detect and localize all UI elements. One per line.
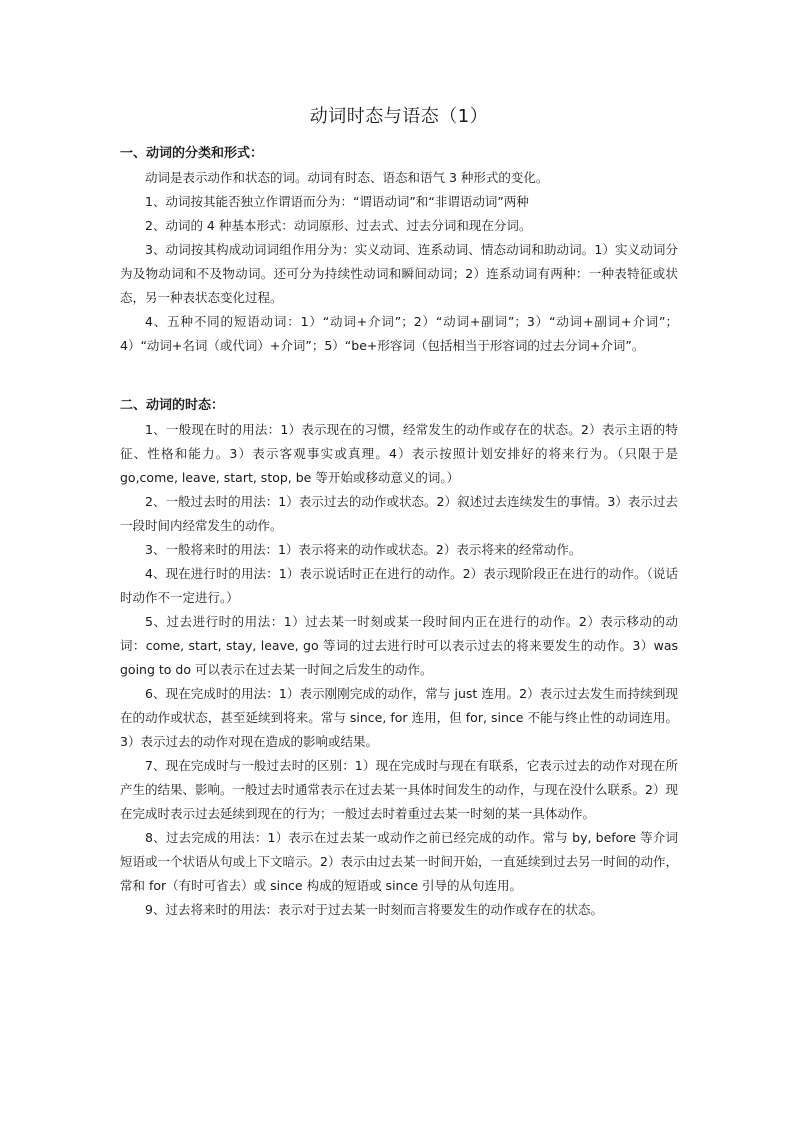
- paragraph: 4、现在进行时的用法：1）表示说话时正在进行的动作。2）表示现阶段正在进行的动作。（说话时动作不一定进行。）: [120, 566, 678, 605]
- paragraph: 3、一般将来时的用法：1）表示将来的动作或状态。2）表示将来的经常动作。: [145, 542, 582, 557]
- paragraph: 9、过去将来时的用法：表示对于过去某一时刻而言将要发生的动作或存在的状态。: [145, 902, 603, 917]
- paragraph: 动词是表示动作和状态的词。动词有时态、语态和语气 3 种形式的变化。: [145, 170, 549, 185]
- paragraph: 2、动词的 4 种基本形式：动词原形、过去式、过去分词和现在分词。: [145, 218, 532, 233]
- paragraph: 5、过去进行时的用法：1）过去某一时刻或某一段时间内正在进行的动作。2）表示移动的动词：come, start, stay, leave, go 等词的过去进行时可以表示过去的将来要发生的动作。3）was going to do 可以表示在过去某一时间之后发生的动作。: [120, 614, 678, 677]
- paragraph: 2、一般过去时的用法：1）表示过去的动作或状态。2）叙述过去连续发生的事情。3）表示过去一段时间内经常发生的动作。: [120, 494, 678, 533]
- section-verb-classification: [120, 142, 678, 358]
- paragraph: 6、现在完成时的用法：1）表示刚刚完成的动作，常与 just 连用。2）表示过去发生而持续到现在的动作或状态，甚至延续到将来。常与 since, for 连用，但 for, since 不能与终止性的动词连用。3）表示过去的动作对现在造成的影响或结果。: [120, 686, 678, 749]
- section-spacer: [120, 358, 678, 394]
- document-page: [120, 104, 678, 922]
- section-heading: 一、动词的分类和形式：: [120, 146, 264, 161]
- paragraph: 4、五种不同的短语动词：1）“动词+介词”；2）“动词+副词”；3）“动词+副词+介词”；4）“动词+名词（或代词）+介词”；5）“be+形容词（包括相当于形容词的过去分词+介词”。: [120, 314, 679, 353]
- paragraph: 7、现在完成时与一般过去时的区别：1）现在完成时与现在有联系，它表示过去的动作对现在所产生的结果、影响。一般过去时通常表示在过去某一具体时间发生的动作，与现在没什么联系。2）现在完成时表示过去延续到现在的行为；一般过去时着重过去某一时刻的某一具体动作。: [120, 758, 678, 821]
- paragraph: 1、一般现在时的用法：1）表示现在的习惯，经常发生的动作或存在的状态。2）表示主语的特征、性格和能力。3）表示客观事实或真理。4）表示按照计划安排好的将来行为。（只限于是 go,come, leave, start, stop, be 等开始或移动意义的词。）: [120, 422, 678, 485]
- paragraph: 3、动词按其构成动词词组作用分为：实义动词、连系动词、情态动词和助动词。1）实义动词分为及物动词和不及物动词。还可分为持续性动词和瞬间动词；2）连系动词有两种：一种表特征或状态，另一种表状态变化过程。: [120, 242, 678, 305]
- section-heading: 二、动词的时态：: [120, 398, 225, 413]
- document-title: 动词时态与语态（1）: [309, 106, 489, 127]
- paragraph: 8、过去完成的用法：1）表示在过去某一或动作之前已经完成的动作。常与 by, before 等介词短语或一个状语从句或上下文暗示。2）表示由过去某一时间开始，一直延续到过去另一时间的动作，常和 for（有时可省去）或 since 构成的短语或 since 引导的从句连用。: [120, 830, 678, 893]
- section-verb-tenses: [120, 394, 678, 922]
- paragraph: 1、动词按其能否独立作谓语而分为：“谓语动词”和“非谓语动词”两种: [145, 194, 529, 209]
